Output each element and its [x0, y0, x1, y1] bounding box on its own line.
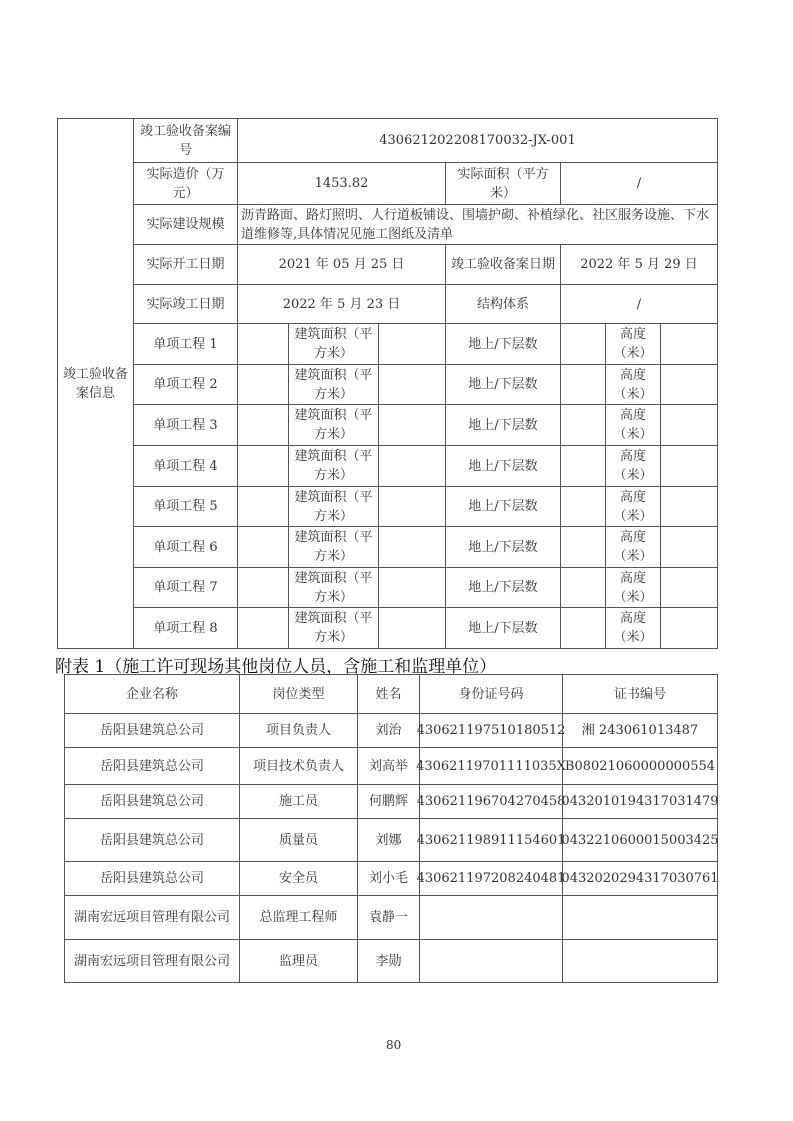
height-label: 高度（米）	[605, 567, 661, 608]
building-area-value	[378, 526, 446, 568]
filing-date-label: 竣工验收备案日期	[445, 244, 561, 285]
height-label: 高度（米）	[605, 445, 661, 487]
height-value	[660, 607, 718, 649]
cell-id-number	[419, 939, 563, 983]
cell-id-number: 430621196704270458	[419, 784, 563, 819]
cell-certificate-no: B08021060000000554	[562, 747, 718, 785]
cell-id-number: 430621197510180512	[419, 713, 563, 748]
building-area-value	[378, 607, 446, 649]
cell-name: 何鹏辉	[357, 784, 420, 819]
building-area-value	[378, 445, 446, 487]
height-label: 高度（米）	[605, 364, 661, 405]
floors-label: 地上/下层数	[445, 364, 561, 405]
cell-position: 项目技术负责人	[239, 747, 358, 785]
cell-certificate-no: 0432210600015003425	[562, 818, 718, 862]
header-name: 姓名	[357, 674, 420, 714]
floors-label: 地上/下层数	[445, 445, 561, 487]
subproject-label: 单项工程 1	[133, 323, 238, 365]
floors-value	[560, 364, 606, 405]
page-number: 80	[386, 1038, 402, 1052]
floors-label: 地上/下层数	[445, 607, 561, 649]
header-certificate-no: 证书编号	[562, 674, 718, 714]
floors-label: 地上/下层数	[445, 486, 561, 527]
floors-label: 地上/下层数	[445, 526, 561, 568]
cell-name: 李勋	[357, 939, 420, 983]
height-value	[660, 445, 718, 487]
cell-name: 刘高举	[357, 747, 420, 785]
subproject-label: 单项工程 2	[133, 364, 238, 405]
filing-no-value: 430621202208170032-JX-001	[237, 118, 718, 163]
cell-company: 岳阳县建筑总公司	[64, 861, 240, 896]
height-label: 高度（米）	[605, 486, 661, 527]
subproject-value	[237, 607, 289, 649]
height-label: 高度（米）	[605, 607, 661, 649]
building-area-label: 建筑面积（平方米）	[288, 526, 379, 568]
cell-position: 项目负责人	[239, 713, 358, 748]
floors-value	[560, 526, 606, 568]
cell-position: 监理员	[239, 939, 358, 983]
header-position: 岗位类型	[239, 674, 358, 714]
cell-position: 安全员	[239, 861, 358, 896]
cell-certificate-no: 0432020294317030761	[562, 861, 718, 896]
appendix-title: 附表 1（施工许可现场其他岗位人员，含施工和监理单位）	[55, 657, 497, 677]
building-area-label: 建筑面积（平方米）	[288, 364, 379, 405]
cell-name: 袁静一	[357, 895, 420, 940]
building-area-label: 建筑面积（平方米）	[288, 445, 379, 487]
floors-value	[560, 323, 606, 365]
building-area-value	[378, 364, 446, 405]
structure-value: /	[560, 284, 718, 324]
floors-label: 地上/下层数	[445, 323, 561, 365]
building-area-label: 建筑面积（平方米）	[288, 323, 379, 365]
building-area-value	[378, 404, 446, 446]
scale-value: 沥青路面、路灯照明、人行道板铺设、围墙护砌、补植绿化、社区服务设施、下水道维修等,具体情况见施工图纸及清单	[237, 204, 718, 245]
finish-date-label: 实际竣工日期	[133, 284, 238, 324]
height-value	[660, 404, 718, 446]
height-label: 高度（米）	[605, 404, 661, 446]
cell-position: 质量员	[239, 818, 358, 862]
subproject-value	[237, 526, 289, 568]
section-label: 竣工验收备案信息	[57, 118, 134, 649]
subproject-label: 单项工程 3	[133, 404, 238, 446]
subproject-value	[237, 445, 289, 487]
cost-value: 1453.82	[237, 162, 446, 205]
floors-value	[560, 404, 606, 446]
floors-value	[560, 445, 606, 487]
cell-company: 湖南宏远项目管理有限公司	[64, 939, 240, 983]
subproject-label: 单项工程 8	[133, 607, 238, 649]
area-value: /	[560, 162, 718, 205]
subproject-value	[237, 364, 289, 405]
subproject-label: 单项工程 6	[133, 526, 238, 568]
cell-id-number	[419, 895, 563, 940]
subproject-value	[237, 486, 289, 527]
cell-certificate-no: 0432010194317031479	[562, 784, 718, 819]
building-area-label: 建筑面积（平方米）	[288, 486, 379, 527]
cell-position: 总监理工程师	[239, 895, 358, 940]
cell-company: 岳阳县建筑总公司	[64, 747, 240, 785]
cell-name: 刘治	[357, 713, 420, 748]
cell-certificate-no: 湘 243061013487	[562, 713, 718, 748]
height-value	[660, 323, 718, 365]
filing-date-value: 2022 年 5 月 29 日	[560, 244, 718, 285]
building-area-value	[378, 567, 446, 608]
subproject-value	[237, 404, 289, 446]
cell-certificate-no	[562, 939, 718, 983]
cell-certificate-no	[562, 895, 718, 940]
height-value	[660, 567, 718, 608]
cell-company: 湖南宏远项目管理有限公司	[64, 895, 240, 940]
structure-label: 结构体系	[445, 284, 561, 324]
header-company: 企业名称	[64, 674, 240, 714]
height-label: 高度（米）	[605, 323, 661, 365]
subproject-label: 单项工程 4	[133, 445, 238, 487]
height-value	[660, 364, 718, 405]
height-label: 高度（米）	[605, 526, 661, 568]
height-value	[660, 526, 718, 568]
cell-position: 施工员	[239, 784, 358, 819]
scale-label: 实际建设规模	[133, 204, 238, 245]
cell-company: 岳阳县建筑总公司	[64, 784, 240, 819]
building-area-value	[378, 486, 446, 527]
cell-id-number: 43062119701111035X	[419, 747, 563, 785]
cell-name: 刘娜	[357, 818, 420, 862]
cell-company: 岳阳县建筑总公司	[64, 818, 240, 862]
floors-value	[560, 486, 606, 527]
start-date-label: 实际开工日期	[133, 244, 238, 285]
floors-value	[560, 607, 606, 649]
building-area-value	[378, 323, 446, 365]
building-area-label: 建筑面积（平方米）	[288, 567, 379, 608]
building-area-label: 建筑面积（平方米）	[288, 404, 379, 446]
building-area-label: 建筑面积（平方米）	[288, 607, 379, 649]
cell-company: 岳阳县建筑总公司	[64, 713, 240, 748]
filing-no-label: 竣工验收备案编号	[133, 118, 238, 163]
subproject-value	[237, 323, 289, 365]
cell-name: 刘小毛	[357, 861, 420, 896]
subproject-value	[237, 567, 289, 608]
finish-date-value: 2022 年 5 月 23 日	[237, 284, 446, 324]
floors-value	[560, 567, 606, 608]
subproject-label: 单项工程 7	[133, 567, 238, 608]
cell-id-number: 430621197208240481	[419, 861, 563, 896]
cost-label: 实际造价（万元）	[133, 162, 238, 205]
height-value	[660, 486, 718, 527]
start-date-value: 2021 年 05 月 25 日	[237, 244, 446, 285]
subproject-label: 单项工程 5	[133, 486, 238, 527]
floors-label: 地上/下层数	[445, 567, 561, 608]
cell-id-number: 430621198911154601	[419, 818, 563, 862]
floors-label: 地上/下层数	[445, 404, 561, 446]
header-id-number: 身份证号码	[419, 674, 563, 714]
area-label: 实际面积（平方米）	[445, 162, 561, 205]
